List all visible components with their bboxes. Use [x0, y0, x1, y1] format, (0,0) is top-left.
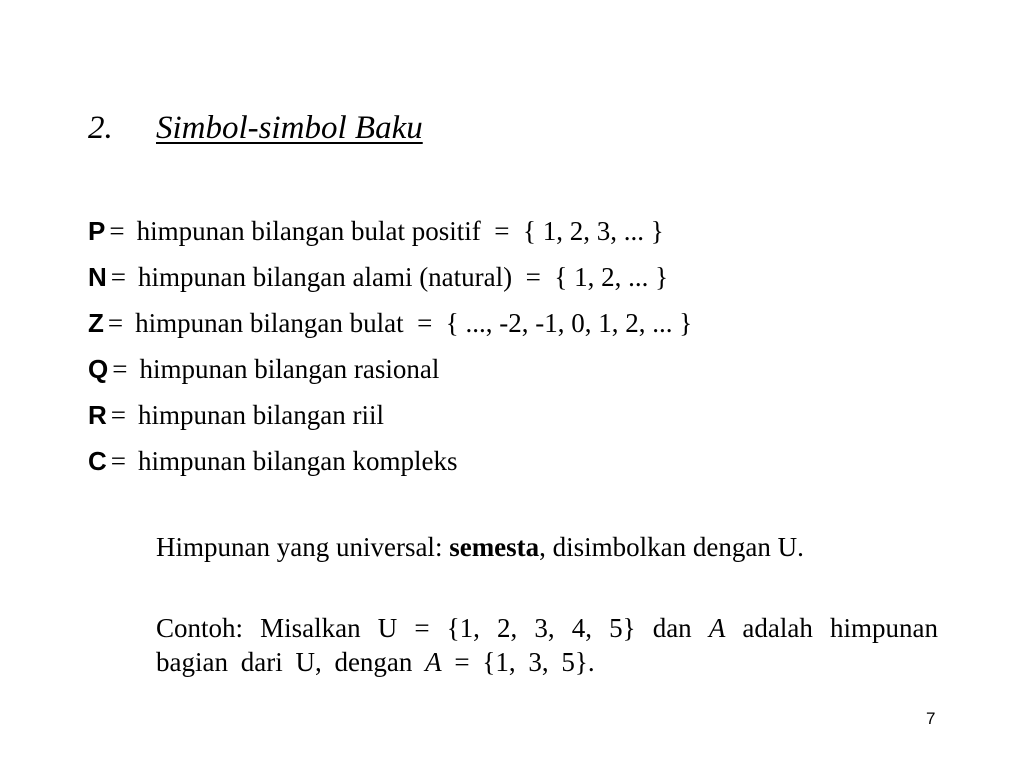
symbol-label: P: [88, 216, 106, 246]
symbol-definitions-list: [88, 208, 692, 484]
universal-term: semesta: [449, 532, 540, 562]
definition-text: himpunan bilangan bulat positif = { 1, 2, 3, ... }: [136, 216, 664, 246]
equals-sign: =: [109, 216, 125, 246]
symbol-label: R: [88, 400, 107, 430]
universal-text-before: Himpunan yang universal:: [156, 532, 450, 562]
equals-sign: =: [110, 446, 127, 476]
definition-text: himpunan bilangan alami (natural) = { 1, 2, ... }: [138, 262, 669, 292]
symbol-label: Z: [88, 308, 104, 338]
definition-row-p: [88, 208, 692, 254]
definition-row-c: [88, 438, 692, 484]
section-heading: [88, 106, 423, 150]
section-title: Simbol-simbol Baku: [156, 110, 423, 146]
example-variable: A: [425, 647, 442, 677]
symbol-label: N: [88, 262, 107, 292]
example-text-1: Contoh: Misalkan U = {1, 2, 3, 4, 5} dan: [156, 613, 709, 643]
equals-sign: =: [107, 308, 124, 338]
example-variable: A: [708, 613, 726, 643]
universal-set-paragraph: [156, 530, 938, 564]
equals-sign: =: [110, 262, 127, 292]
equals-sign: =: [110, 400, 127, 430]
example-text-2: adalah himpunan bagian dari U, dengan: [156, 613, 938, 677]
symbol-label: Q: [88, 354, 109, 384]
symbol-label: C: [88, 446, 107, 476]
definition-row-q: [88, 346, 692, 392]
definition-row-n: [88, 254, 692, 300]
definition-text: himpunan bilangan riil: [138, 400, 384, 430]
example-text-3: = {1, 3, 5}.: [441, 647, 595, 677]
equals-sign: =: [112, 354, 128, 384]
definition-row-r: [88, 392, 692, 438]
page-number: 7: [926, 709, 936, 728]
universal-text-after: , disimbolkan dengan U.: [539, 532, 804, 562]
example-paragraph: [156, 611, 938, 679]
definition-text: himpunan bilangan bulat = { ..., -2, -1, 0, 1, 2, ... }: [135, 308, 693, 338]
section-number: 2.: [88, 110, 113, 146]
definition-text: himpunan bilangan kompleks: [138, 446, 458, 476]
definition-row-z: [88, 300, 692, 346]
definition-text: himpunan bilangan rasional: [139, 354, 440, 384]
